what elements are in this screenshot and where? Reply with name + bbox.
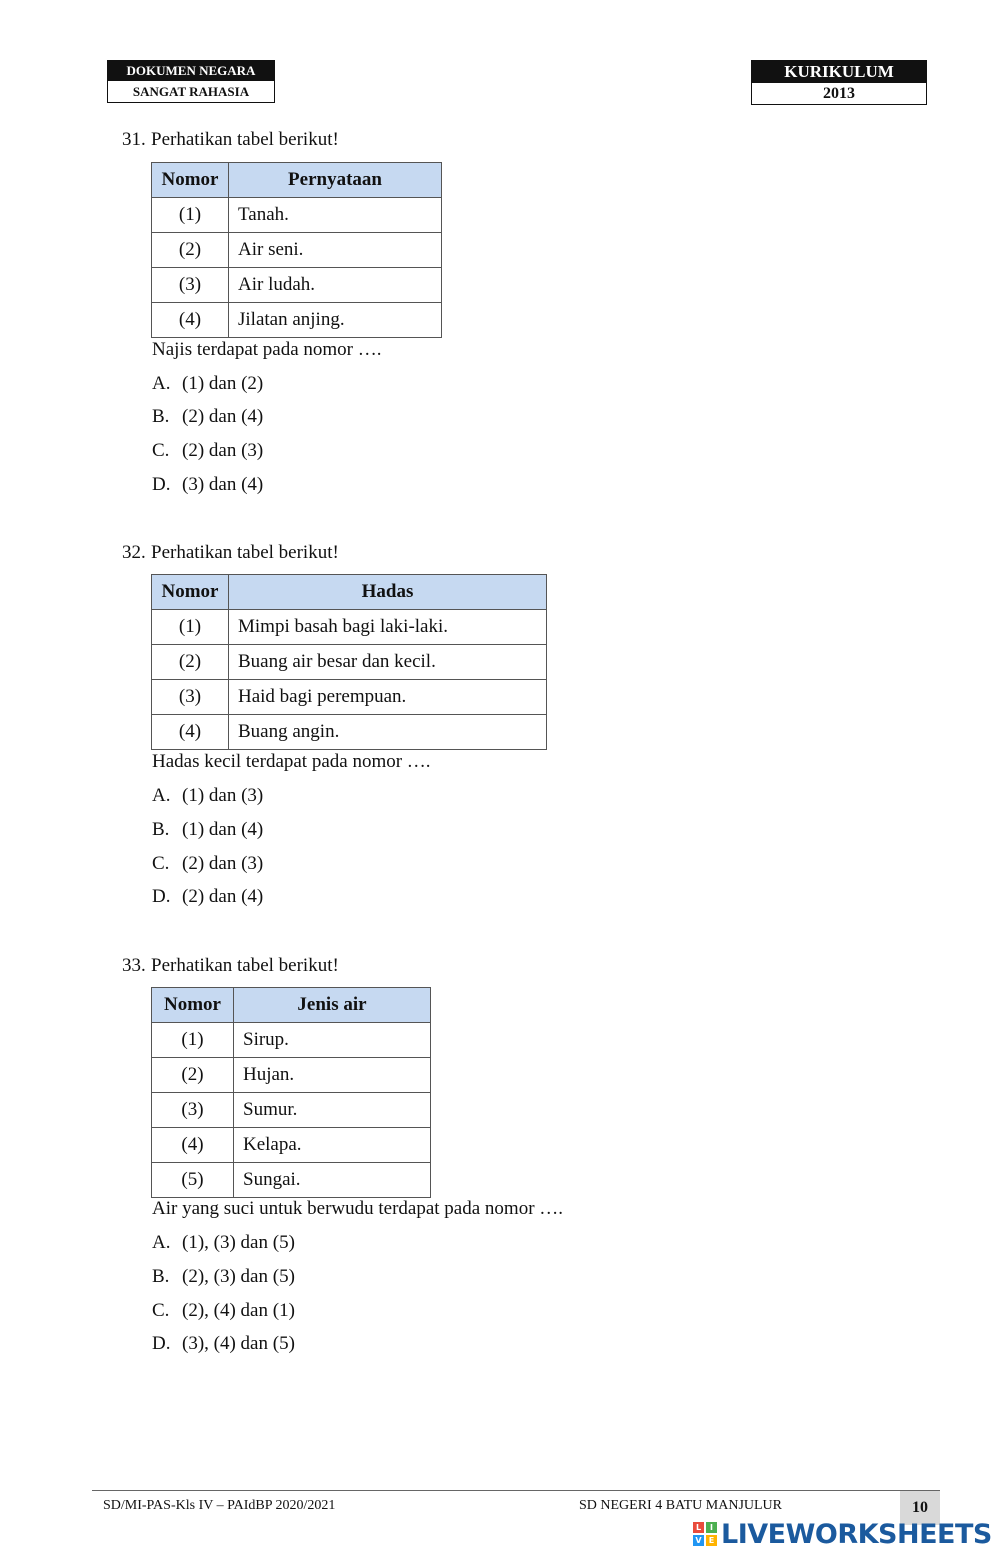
header-left-box [107, 60, 275, 103]
table-row [152, 1058, 431, 1093]
table-row [152, 680, 547, 715]
row-text: Air seni. [229, 233, 442, 268]
question-title-text: Perhatikan tabel berikut! [151, 955, 339, 976]
row-text: Jilatan anjing. [229, 303, 442, 338]
header-kurikulum: KURIKULUM [751, 60, 927, 83]
row-number: (3) [152, 680, 229, 715]
row-number: (4) [152, 715, 229, 750]
option-33-a[interactable]: A. (1), (3) dan (5) [152, 1232, 295, 1253]
option-32-d[interactable]: D. (2) dan (4) [152, 886, 264, 907]
row-text: Buang angin. [229, 715, 547, 750]
row-number: (4) [152, 303, 229, 338]
table-row [152, 233, 442, 268]
option-33-b[interactable]: B. (2), (3) dan (5) [152, 1266, 295, 1287]
liveworksheets-logo-icon [693, 1522, 717, 1546]
row-text: Air ludah. [229, 268, 442, 303]
logo-square: E [706, 1535, 717, 1546]
row-number: (1) [152, 610, 229, 645]
question-number: 31. [122, 129, 146, 150]
option-32-a[interactable]: A. (1) dan (3) [152, 785, 264, 806]
table-row [152, 1163, 431, 1198]
table-row [152, 1093, 431, 1128]
header-right-box [751, 60, 927, 105]
row-number: (1) [152, 198, 229, 233]
liveworksheets-watermark[interactable] [693, 1518, 992, 1550]
table-row [152, 198, 442, 233]
row-text: Haid bagi perempuan. [229, 680, 547, 715]
row-number: (1) [152, 1023, 234, 1058]
row-text: Tanah. [229, 198, 442, 233]
option-33-d[interactable]: D. (3), (4) dan (5) [152, 1333, 295, 1354]
table-row [152, 268, 442, 303]
row-text: Hujan. [234, 1058, 431, 1093]
logo-square: V [693, 1535, 704, 1546]
question-33-table [151, 987, 431, 1198]
option-32-c[interactable]: C. (2) dan (3) [152, 853, 264, 874]
question-number: 32. [122, 542, 146, 563]
row-text: Mimpi basah bagi laki-laki. [229, 610, 547, 645]
question-title-text: Perhatikan tabel berikut! [151, 129, 339, 150]
table-row [152, 303, 442, 338]
question-title-text: Perhatikan tabel berikut! [151, 542, 339, 563]
row-text: Buang air besar dan kecil. [229, 645, 547, 680]
page-number: 10 [900, 1491, 940, 1525]
footer-left-text: SD/MI-PAS-Kls IV – PAIdBP 2020/2021 [103, 1498, 336, 1513]
row-number: (2) [152, 645, 229, 680]
question-33-title [122, 955, 339, 977]
question-32-prompt: Hadas kecil terdapat pada nomor …. [152, 751, 431, 772]
option-33-c[interactable]: C. (2), (4) dan (1) [152, 1300, 295, 1321]
question-number: 33. [122, 955, 146, 976]
row-text: Sumur. [234, 1093, 431, 1128]
table-row [152, 645, 547, 680]
liveworksheets-text: LIVEWORKSHEETS [721, 1518, 992, 1550]
question-32-title [122, 542, 339, 564]
logo-square: I [706, 1522, 717, 1533]
option-31-c[interactable]: C. (2) dan (3) [152, 440, 264, 461]
row-number: (3) [152, 1093, 234, 1128]
row-number: (3) [152, 268, 229, 303]
row-text: Sirup. [234, 1023, 431, 1058]
question-33-prompt: Air yang suci untuk berwudu terdapat pada nomor …. [152, 1198, 564, 1219]
row-number: (4) [152, 1128, 234, 1163]
header-dokumen-negara: DOKUMEN NEGARA [107, 60, 275, 81]
table-header-pernyataan: Pernyataan [229, 163, 442, 198]
table-row [152, 1128, 431, 1163]
table-header-nomor: Nomor [152, 163, 229, 198]
question-32-table [151, 574, 547, 750]
table-row [152, 1023, 431, 1058]
footer-divider [92, 1490, 940, 1491]
table-row [152, 610, 547, 645]
table-row [152, 715, 547, 750]
row-text: Kelapa. [234, 1128, 431, 1163]
row-number: (2) [152, 1058, 234, 1093]
table-header-nomor: Nomor [152, 575, 229, 610]
question-31-title [122, 129, 339, 151]
footer-school-name: SD NEGERI 4 BATU MANJULUR [579, 1498, 783, 1513]
table-header-nomor: Nomor [152, 988, 234, 1023]
option-31-b[interactable]: B. (2) dan (4) [152, 406, 264, 427]
table-header-hadas: Hadas [229, 575, 547, 610]
row-number: (2) [152, 233, 229, 268]
option-31-a[interactable]: A. (1) dan (2) [152, 373, 264, 394]
row-number: (5) [152, 1163, 234, 1198]
option-31-d[interactable]: D. (3) dan (4) [152, 474, 264, 495]
question-31-table [151, 162, 442, 338]
question-31-prompt: Najis terdapat pada nomor …. [152, 339, 382, 360]
logo-square: L [693, 1522, 704, 1533]
row-text: Sungai. [234, 1163, 431, 1198]
option-32-b[interactable]: B. (1) dan (4) [152, 819, 264, 840]
header-sangat-rahasia: SANGAT RAHASIA [107, 81, 275, 103]
header-year: 2013 [751, 83, 927, 105]
table-header-jenis-air: Jenis air [234, 988, 431, 1023]
